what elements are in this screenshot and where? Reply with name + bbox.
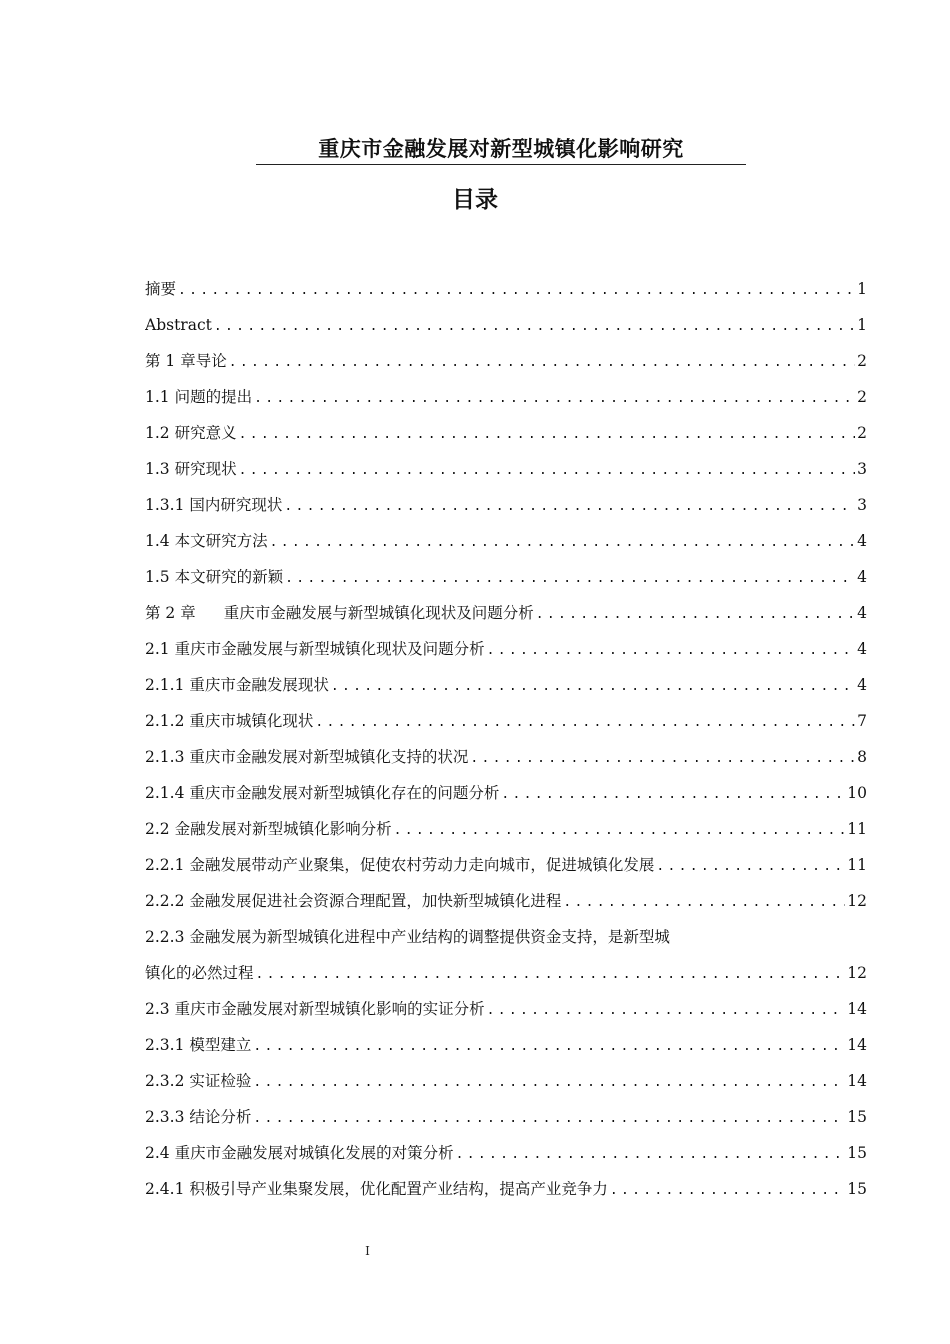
toc-entry-page: 3 — [857, 496, 867, 514]
toc-dot-leader — [315, 710, 855, 736]
toc-dot-leader — [456, 1142, 846, 1168]
toc-entry-page: 2 — [857, 388, 867, 406]
toc-dot-leader — [253, 1106, 845, 1132]
toc-entry-page: 1 — [857, 280, 867, 298]
toc-entry-page: 8 — [857, 748, 867, 766]
toc-entry-page: 15 — [847, 1108, 867, 1126]
toc-entry-label: 2.3.1 模型建立 — [145, 1036, 252, 1054]
toc-chapter-number: 第 2 章 — [145, 604, 196, 622]
toc-entry-page: 3 — [857, 460, 867, 478]
toc-entry-2-3[interactable] — [145, 996, 867, 1032]
toc-entry-page: 1 — [857, 316, 867, 334]
toc-entry-page: 11 — [847, 856, 867, 874]
toc-entry-page: 15 — [847, 1144, 867, 1162]
toc-entry-2-2[interactable] — [145, 816, 867, 852]
toc-dot-leader — [656, 854, 845, 880]
toc-entry-label: 2.3 重庆市金融发展对新型城镇化影响的实证分析 — [145, 1000, 485, 1018]
toc-dot-leader — [239, 458, 856, 484]
toc-entry-page: 7 — [857, 712, 867, 730]
toc-entry-label — [145, 600, 534, 626]
toc-entry-page: 14 — [847, 1036, 867, 1054]
toc-dot-leader — [487, 638, 856, 664]
toc-dot-leader — [229, 350, 855, 376]
toc-entry-label-continued: 镇化的必然过程 — [145, 964, 254, 982]
toc-dot-leader — [178, 278, 855, 304]
toc-entry-label: 2.1 重庆市金融发展与新型城镇化现状及问题分析 — [145, 640, 485, 658]
toc-entry-page: 4 — [857, 532, 867, 550]
toc-entry-label: 1.5 本文研究的新颖 — [145, 568, 284, 586]
toc-entry-label: Abstract — [145, 316, 212, 334]
toc-dot-leader — [253, 1034, 845, 1060]
toc-entry-1-2[interactable] — [145, 420, 867, 456]
toc-entry-2-4-1[interactable] — [145, 1176, 867, 1212]
toc-entry-label: 1.2 研究意义 — [145, 424, 237, 442]
toc-entry-abstract-cn[interactable] — [145, 276, 867, 312]
toc-dot-leader — [285, 566, 855, 592]
toc-entry-2-1[interactable] — [145, 636, 867, 672]
toc-entry-2-2-2[interactable] — [145, 888, 867, 924]
toc-entry-label: 2.2.3 金融发展为新型城镇化进程中产业结构的调整提供资金支持，是新型城 — [145, 928, 670, 946]
toc-entry-2-3-3[interactable] — [145, 1104, 867, 1140]
toc-dot-leader — [487, 998, 846, 1024]
toc-entry-2-3-1[interactable] — [145, 1032, 867, 1068]
toc-entry-page: 2 — [857, 352, 867, 370]
toc-entry-label: 1.1 问题的提出 — [145, 388, 253, 406]
toc-entry-page: 14 — [847, 1000, 867, 1018]
toc-dot-leader — [394, 818, 846, 844]
toc-dot-leader — [284, 494, 855, 520]
toc-dot-leader — [270, 530, 856, 556]
toc-entry-2-2-3-line-1[interactable] — [145, 924, 867, 960]
toc-entry-label: 2.2.2 金融发展促进社会资源合理配置，加快新型城镇化进程 — [145, 892, 562, 910]
toc-entry-label: 摘要 — [145, 280, 177, 298]
toc-entry-2-1-3[interactable] — [145, 744, 867, 780]
toc-dot-leader — [256, 962, 846, 988]
toc-entry-page: 4 — [857, 604, 867, 622]
toc-dot-leader — [331, 674, 855, 700]
toc-entry-1-5[interactable] — [145, 564, 867, 600]
toc-entry-label: 1.3.1 国内研究现状 — [145, 496, 283, 514]
toc-entry-1-3-1[interactable] — [145, 492, 867, 528]
toc-entry-label: 2.1.1 重庆市金融发展现状 — [145, 676, 329, 694]
toc-entry-2-2-1[interactable] — [145, 852, 867, 888]
toc-dot-leader — [470, 746, 855, 772]
toc-entry-2-2-3-line-2[interactable] — [145, 960, 867, 996]
page-number-footer: I — [365, 1244, 370, 1258]
toc-entry-1-1[interactable] — [145, 384, 867, 420]
toc-entry-label: 第 1 章导论 — [145, 352, 227, 370]
toc-dot-leader — [254, 386, 855, 412]
toc-dot-leader — [214, 314, 855, 340]
toc-entry-label: 1.4 本文研究方法 — [145, 532, 268, 550]
toc-entry-page: 11 — [847, 820, 867, 838]
toc-entry-label: 2.4 重庆市金融发展对城镇化发展的对策分析 — [145, 1144, 454, 1162]
toc-entry-label: 2.3.3 结论分析 — [145, 1108, 252, 1126]
toc-entry-page: 14 — [847, 1072, 867, 1090]
toc-dot-leader — [253, 1070, 845, 1096]
document-title: 重庆市金融发展对新型城镇化影响研究 — [318, 136, 684, 161]
toc-entry-page: 2 — [857, 424, 867, 442]
toc-entry-page: 12 — [847, 964, 867, 982]
toc-dot-leader — [563, 890, 845, 916]
toc-dot-leader — [501, 782, 845, 808]
toc-entry-page: 12 — [847, 892, 867, 910]
toc-entry-label: 2.1.2 重庆市城镇化现状 — [145, 712, 314, 730]
toc-dot-leader — [239, 422, 856, 448]
toc-entry-2-1-2[interactable] — [145, 708, 867, 744]
toc-entry-label: 2.1.3 重庆市金融发展对新型城镇化支持的状况 — [145, 748, 469, 766]
toc-entry-page: 10 — [847, 784, 867, 802]
toc-entry-page: 4 — [857, 640, 867, 658]
toc-entry-label: 2.2.1 金融发展带动产业聚集，促使农村劳动力走向城市，促进城镇化发展 — [145, 856, 655, 874]
toc-entry-abstract-en[interactable] — [145, 312, 867, 348]
toc-entry-2-3-2[interactable] — [145, 1068, 867, 1104]
toc-entry-label: 2.4.1 积极引导产业集聚发展，优化配置产业结构，提高产业竞争力 — [145, 1180, 608, 1198]
toc-entry-page: 15 — [847, 1180, 867, 1198]
toc-heading: 目录 — [452, 187, 498, 213]
toc-dot-leader — [610, 1178, 845, 1204]
toc-entry-2-1-1[interactable] — [145, 672, 867, 708]
toc-dot-leader — [536, 602, 855, 628]
document-title-underlined — [256, 136, 746, 165]
toc-entry-2-1-4[interactable] — [145, 780, 867, 816]
table-of-contents — [145, 276, 867, 1212]
toc-entry-label: 1.3 研究现状 — [145, 460, 237, 478]
toc-entry-label: 2.2 金融发展对新型城镇化影响分析 — [145, 820, 392, 838]
toc-chapter-title: 重庆市金融发展与新型城镇化现状及问题分析 — [223, 604, 534, 622]
toc-entry-page: 4 — [857, 568, 867, 586]
toc-entry-chapter-2[interactable] — [145, 600, 867, 636]
toc-entry-page: 4 — [857, 676, 867, 694]
toc-entry-chapter-1[interactable] — [145, 348, 867, 384]
toc-entry-2-4[interactable] — [145, 1140, 867, 1176]
toc-entry-label: 2.1.4 重庆市金融发展对新型城镇化存在的问题分析 — [145, 784, 500, 802]
toc-entry-label: 2.3.2 实证检验 — [145, 1072, 252, 1090]
toc-entry-1-4[interactable] — [145, 528, 867, 564]
toc-entry-1-3[interactable] — [145, 456, 867, 492]
